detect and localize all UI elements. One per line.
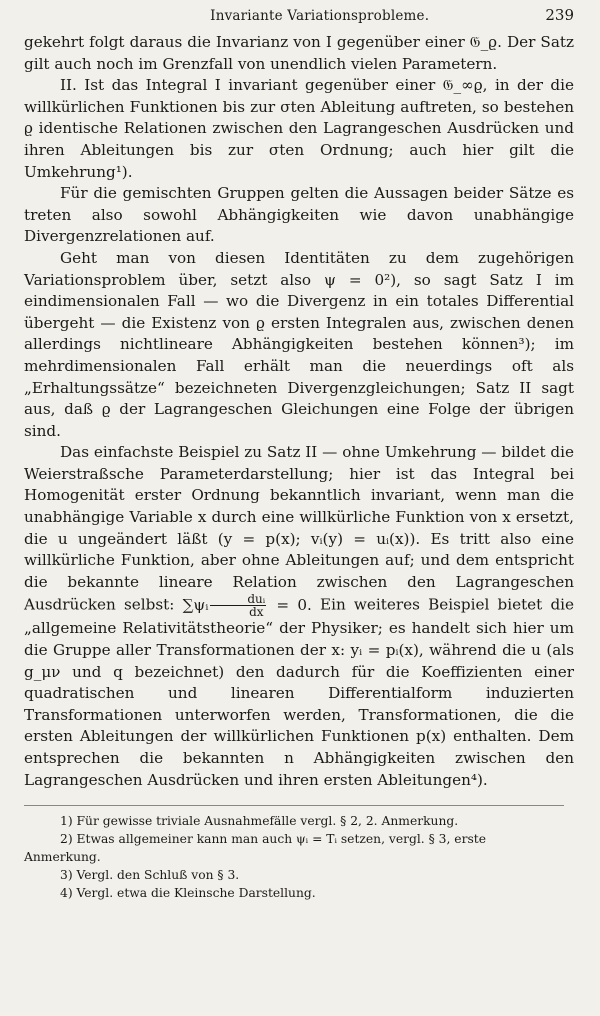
footnote: 1) Für gewisse triviale Ausnahmefälle vergl. § 2, 2. Anmerkung. [60, 814, 459, 829]
footnotes [24, 805, 564, 902]
paragraph: Für die gemischten Gruppen gelten die Aussagen beider Sätze es treten also sowohl Abhängigkeiten wie davon unabhängige Divergenzrelationen auf. [24, 184, 574, 246]
page-number: 239 [545, 6, 574, 24]
formula-rhs: = 0. [276, 595, 312, 614]
formula-fraction [210, 593, 266, 618]
formula-sum: ∑ψᵢ [182, 595, 209, 614]
paragraph-with-formula [24, 442, 574, 791]
paragraph-text: Ein weiteres Beispiel bietet die „allgemeine Relativitätstheorie“ der Physiker; es handelt sich hier um die Gruppe aller Transformationen der x: yᵢ = pᵢ(x), während die u (als g_μν und q bezeichnet) den dadurch für die Koeffizienten einer quadratischen und linearen Differentialform induzierten Transformationen unterworfen werden, Transformationen, die die ersten Ableitungen der willkürlichen Funktionen p(x) enthalten. Dem entsprechen die bekannten n Abhängigkeiten zwischen den Lagrangeschen Ausdrücken und ihren ersten Ableitungen⁴). [24, 595, 575, 789]
footnote: 3) Vergl. den Schluß von § 3. [60, 868, 240, 883]
footnote: 2) Etwas allgemeiner kann man auch ψᵢ = Tᵢ setzen, vergl. § 3, erste Anmerkung. [24, 832, 486, 865]
formula-denominator: dx [249, 605, 264, 620]
formula-numerator: duᵢ [210, 593, 266, 606]
main-text [24, 32, 574, 791]
paragraph-text: Das einfachste Beispiel zu Satz II — ohne Umkehrung — bildet die Weierstraßsche Parameterdarstellung; hier ist das Integral bei Homogenität erster Ordnung bekanntlich invariant, wenn man die unabhängige Variable x durch eine willkürliche Funktion von x ersetzt, die u ungeändert läßt (y = p(x); vᵢ(y) = uᵢ(x)). Es tritt also eine willkürliche Funktion, aber ohne Ableitungen auf; und dem entspricht die bekannte lineare Relation zwischen den Lagrangeschen Ausdrücken selbst: [24, 443, 574, 614]
footnote: 4) Vergl. etwa die Kleinsche Darstellung. [60, 886, 316, 901]
paragraph: Geht man von diesen Identitäten zu dem zugehörigen Variationsproblem über, setzt also ψ = 0²), so sagt Satz I im eindimensionalen Fall — wo die Divergenz in ein totales Differential übergeht — die Existenz von ϱ ersten Integralen aus, zwischen denen allerdings nichtlineare Abhängigkeiten bestehen können³); im mehrdimensionalen Fall erhält man die neuerdings oft als „Erhaltungssätze“ bezeichneten Divergenzgleichungen; Satz II sagt aus, daß ϱ der Lagrangeschen Gleichungen eine Folge der übrigen sind. [24, 248, 574, 440]
page-header [24, 6, 574, 32]
paragraph: gekehrt folgt daraus die Invarianz von I gegenüber einer 𝔊_ϱ. Der Satz gilt auch noch im Grenzfall von unendlich vielen Parametern. [24, 33, 574, 73]
inline-formula [182, 592, 320, 620]
paragraph: II. Ist das Integral I invariant gegenüber einer 𝔊_∞ϱ, in der die willkürlichen Funktionen bis zur σten Ableitung auftreten, so bestehen ϱ identische Relationen zwischen den Lagrangeschen Ausdrücken und ihren Ableitungen bis zur σten Ordnung; auch hier gilt die Umkehrung¹). [24, 76, 574, 181]
running-title: Invariante Variationsprobleme. [210, 8, 430, 24]
